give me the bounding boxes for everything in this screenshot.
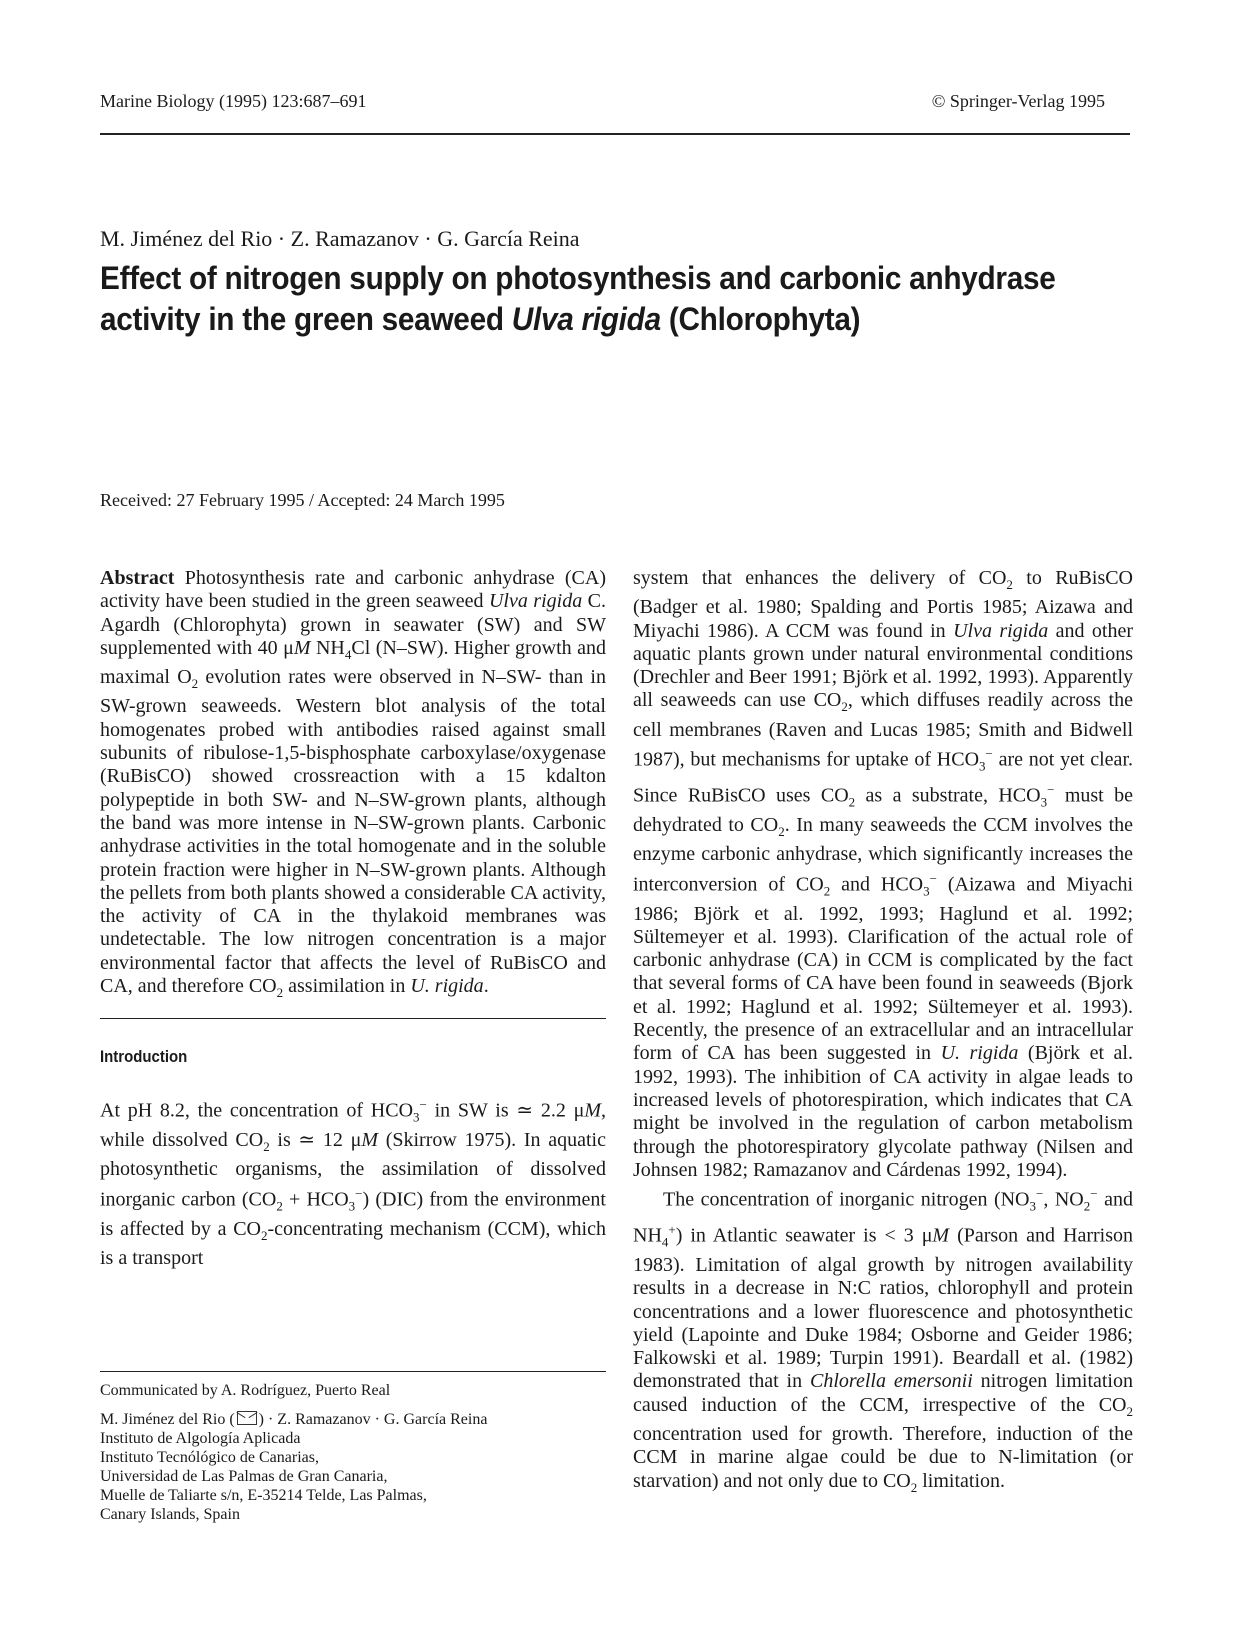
affiliation-line: Instituto Tecnólógico de Canarias, — [100, 1449, 319, 1466]
title-species: Ulva rigida — [511, 301, 661, 337]
title-line-2-end: (Chlorophyta) — [660, 301, 861, 337]
introduction-heading: Introduction — [100, 1047, 188, 1066]
abstract-text: Abstract Photosynthesis rate and carbonic anhydrase (CA) activity have been studied in the green seaweed Ulva rigida C. Agardh (Chlorophyta) grown in seawater (SW) and SW supplemented with 40 μM $NH_4Cl$ (N–SW). Higher growth and maximal $O_2$ evolution rates were observed in N–SW- than in SW-grown seaweeds. Western blot analysis of the total homogenates probed with antibodies raised against small subunits of ribulose-1,5-bisphosphate carboxylase/oxygenase (RuBisCO) showed crossreaction with a 15 kdalton polypeptide in both SW- and N–SW-grown plants, although the band was more intense in N–SW-grown plants. Carbonic anhydrase activities in the total homogenate and in the soluble protein fraction were higher in N–SW-grown plants. Although the pellets from both plants showed a considerable CA activity, the activity of CA in the thylakoid membranes was undetectable. The low nitrogen concentration is a major environmental factor that affects the level of RuBisCO and CA, and therefore $CO_2$ assimilation in U. rigida. — [100, 567, 607, 1001]
abstract-label: Abstract — [100, 567, 175, 589]
header-divider — [100, 133, 1130, 135]
journal-citation: Marine Biology (1995) 123:687–691 — [100, 91, 367, 111]
abstract-section — [100, 567, 606, 1004]
corresponding-authors: M. Jiménez del Rio ( ) · Z. Ramazanov · G. García Reina — [100, 1411, 488, 1428]
author-list: M. Jiménez del Rio · Z. Ramazanov · G. García Reina — [100, 226, 580, 251]
affiliation-line: Instituto de Algología Aplicada — [100, 1430, 301, 1447]
introduction-text: At pH 8.2, the concentration of $HCO_3^-$ in SW is ≃ 2.2 μM, while dissolved $CO_2$ is ≃ 12 μM (Skirrow 1975). In aquatic photosynthetic organisms, the assimilation of dissolved inorganic carbon $(CO_2 + HCO_3^-)$ (DIC) from the environment is affected by a $CO_2$-concentrating mechanism (CCM), which is a transport — [100, 1097, 606, 1269]
communicated-by: Communicated by A. Rodríguez, Puerto Real — [100, 1382, 391, 1399]
footnotes — [100, 1381, 606, 1524]
section-divider — [100, 1018, 606, 1019]
envelope-icon — [237, 1411, 257, 1425]
affiliation-line: Universidad de Las Palmas de Gran Canaria, — [100, 1468, 388, 1485]
title-line-2: activity in the green seaweed — [100, 301, 512, 337]
affiliation-line: Canary Islands, Spain — [100, 1506, 240, 1523]
right-column-text: system that enhances the delivery of $CO_2$ to RuBisCO (Badger et al. 1980; Spalding and Portis 1985; Aizawa and Miyachi 1986). A CCM was found in Ulva rigida and other aquatic plants grown under natural environmental conditions (Drechler and Beer 1991; Björk et al. 1992, 1993). Apparently all seaweeds can use $CO_2$, which diffuses readily across the cell membranes (Raven and Lucas 1985; Smith and Bidwell 1987), but mechanisms for uptake of $HCO_3^-$ are not yet clear. Since RuBisCO uses $CO_2$ as a substrate, $HCO_3^-$ must be dehydrated to $CO_2$. In many seaweeds the CCM involves the enzyme carbonic anhydrase, which significantly increases the interconversion of $CO_2$ and $HCO_3^-$ (Aizawa and Miyachi 1986; Björk et al. 1992, 1993; Haglund et al. 1992; Sültemeyer et al. 1993). Clarification of the actual role of carbonic anhydrase (CA) in CCM is complicated by the fact that several forms of CA have been found in seaweeds (Bjork et al. 1992; Haglund et al. 1992; Sültemeyer et al. 1993). Recently, the presence of an extracellular and an intracellular form of CA has been suggested in U. rigida (Björk et al. 1992, 1993). The inhibition of CA activity in algae leads to increased levels of photorespiration, which indicates that CA might be involved in the regulation of carbon metabolism through the photorespiratory glycolate pathway (Nilsen and Johnsen 1982; Ramazanov and Cárdenas 1992, 1994). The concentration of inorganic nitrogen ($NO_3^-$, $NO_2^-$ and $NH_4^+$) in Atlantic seawater is < 3 μM (Parson and Harrison 1983). Limitation of algal growth by nitrogen availability results in a decrease in N:C ratios, chlorophyll and protein concentrations and a lower fluorescence and photosynthetic yield (Lapointe and Duke 1984; Osborne and Geider 1986; Falkowski et al. 1989; Turpin 1991). Beardall et al. (1982) demonstrated that in Chlorella emersonii nitrogen limitation caused induction of the CCM, irrespective of the $CO_2$ concentration used for growth. Therefore, induction of the CCM in marine algae could be due to N-limitation (or starvation) and not only due to $CO_2$ limitation. — [633, 567, 1134, 1495]
footnote-divider — [100, 1371, 606, 1372]
title-line-1: Effect of nitrogen supply on photosynthesis and carbonic anhydrase — [100, 260, 1056, 296]
received-accepted-dates: Received: 27 February 1995 / Accepted: 24 March 1995 — [100, 490, 505, 510]
affiliation-line: Muelle de Taliarte s/n, E-35214 Telde, Las Palmas, — [100, 1487, 427, 1504]
article-title — [100, 258, 1067, 340]
copyright-notice: © Springer-Verlag 1995 — [931, 91, 1105, 111]
